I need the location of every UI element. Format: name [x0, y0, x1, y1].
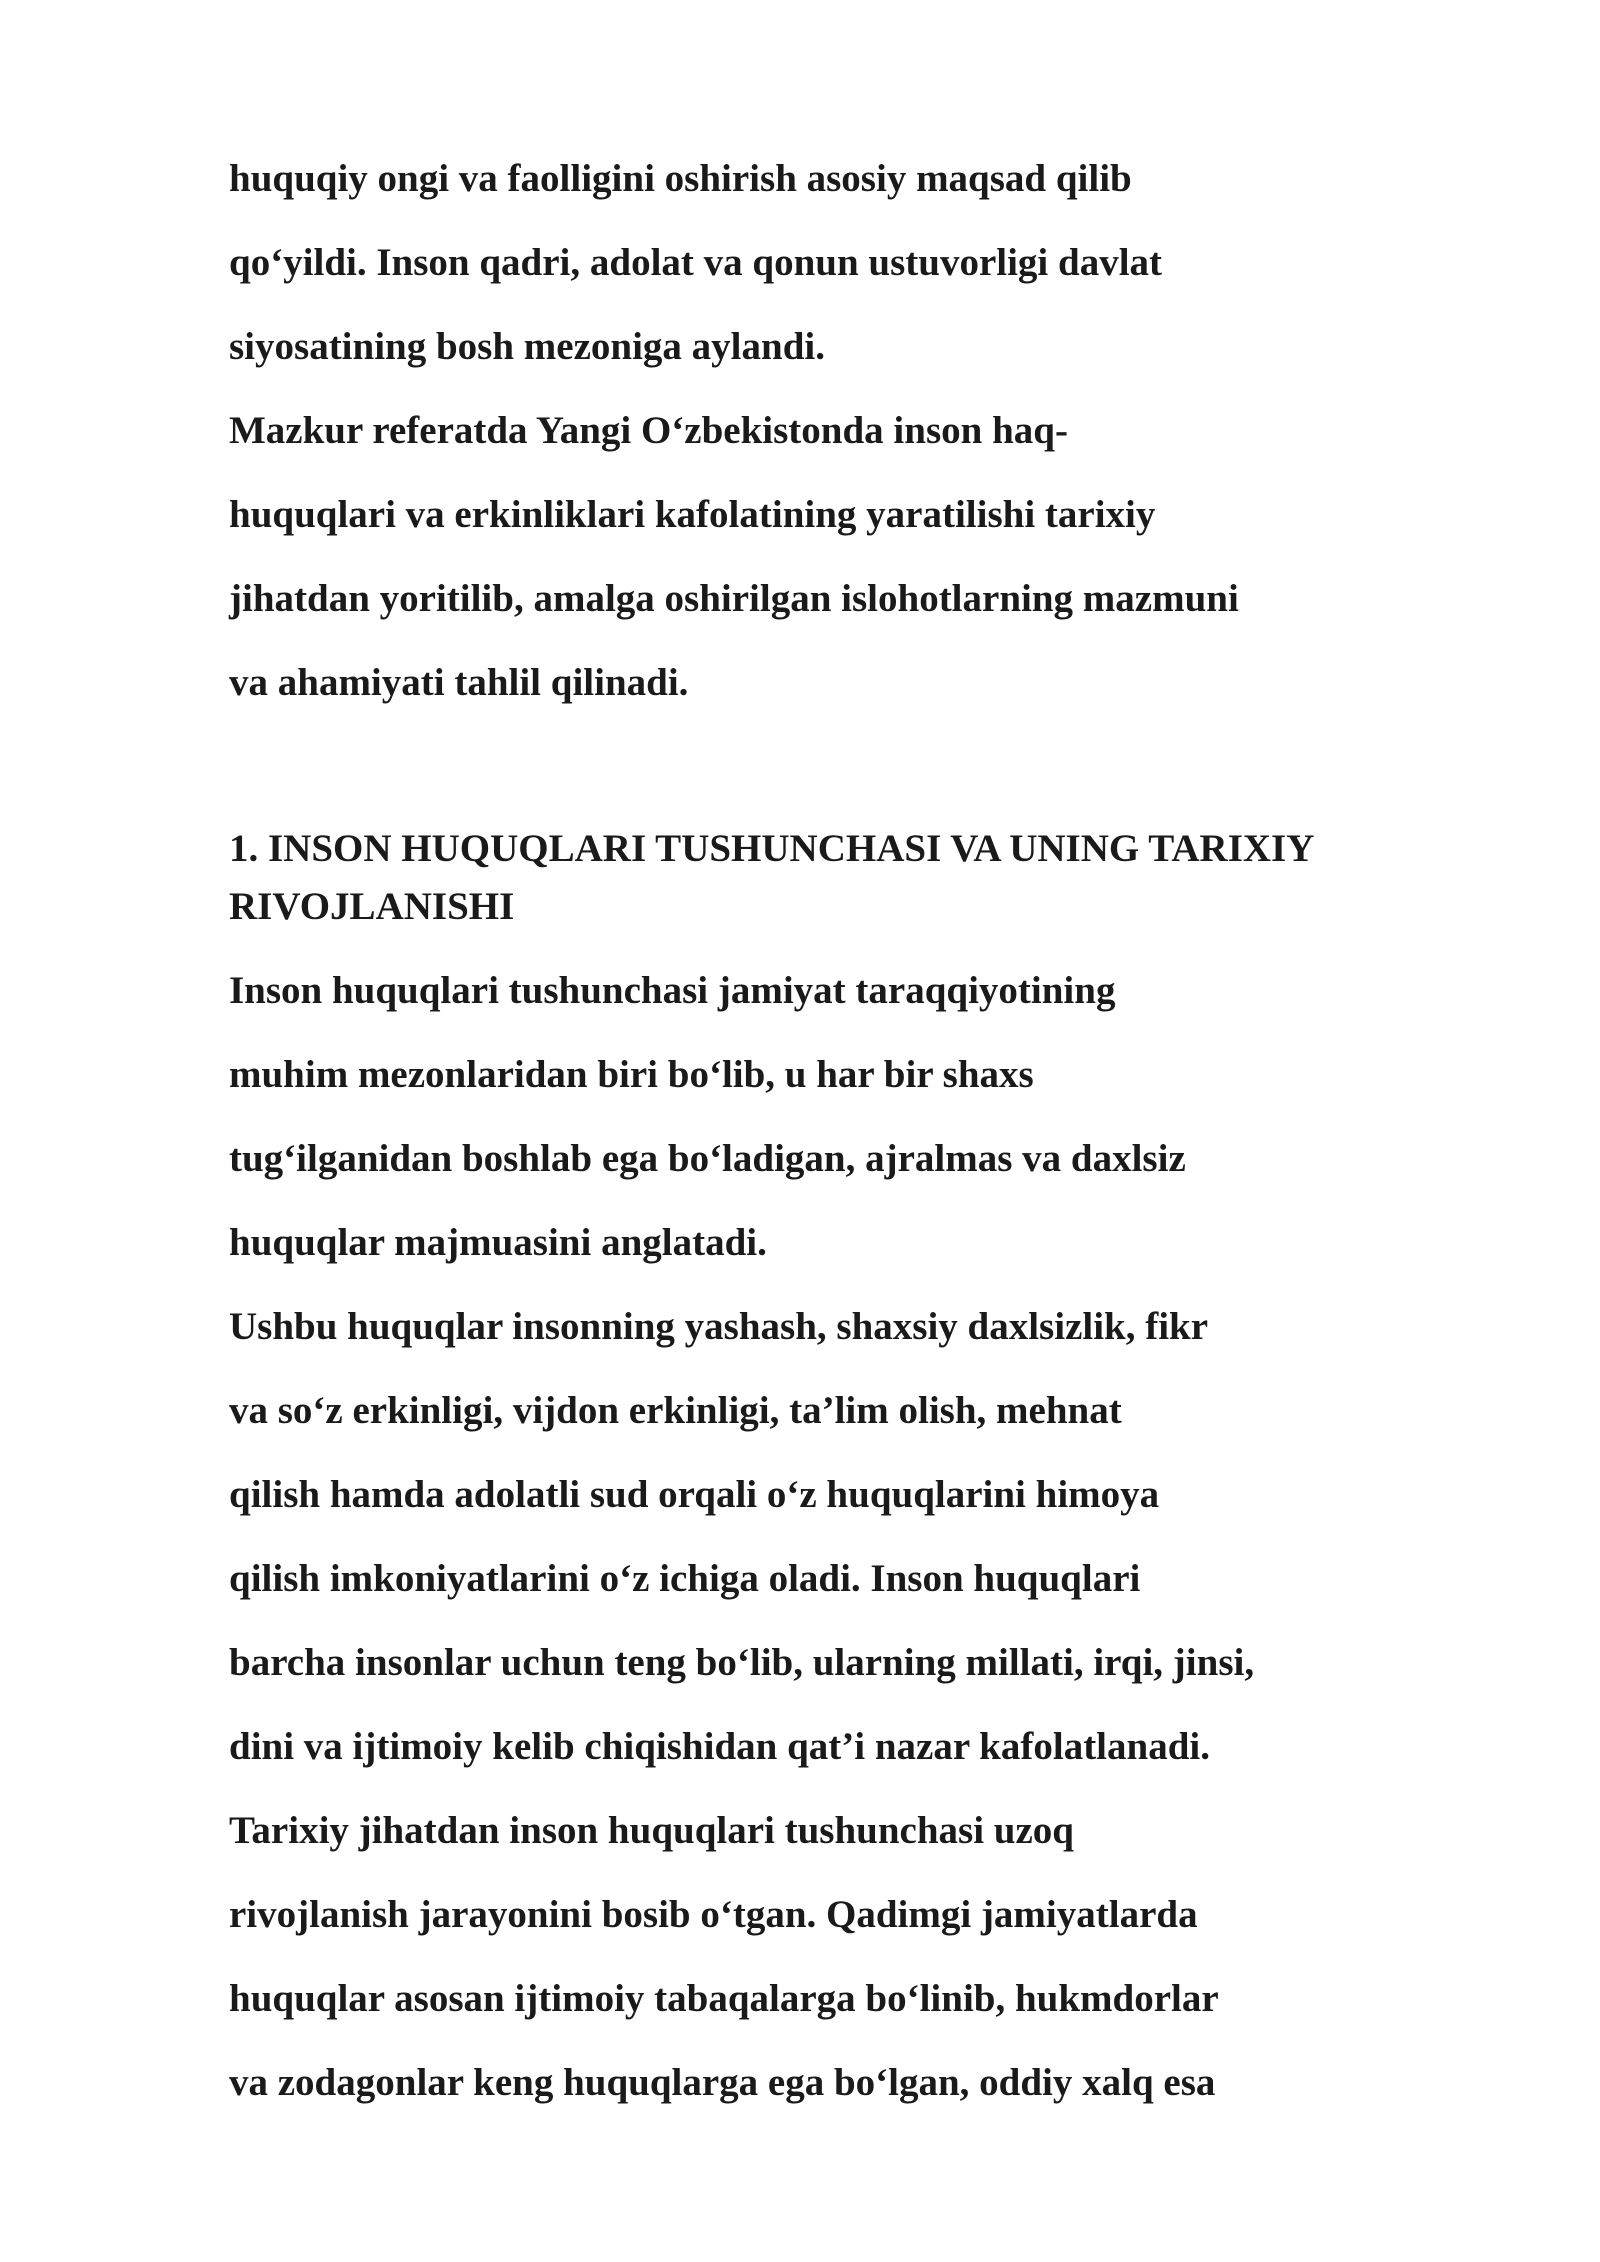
body-line: dini va ijtimoiy kelib chiqishidan qat’i nazar kafolatlanadi. [229, 1725, 1210, 1768]
intro-line: huquqiy ongi va faolligini oshirish asosiy maqsad qilib [229, 157, 1132, 200]
intro-line: jihatdan yoritilib, amalga oshirilgan islohotlarning mazmuni [229, 577, 1239, 620]
body-line: Tarixiy jihatdan inson huquqlari tushunchasi uzoq [229, 1809, 1074, 1852]
body-line: Ushbu huquqlar insonning yashash, shaxsiy daxlsizlik, fikr [229, 1305, 1209, 1348]
body-line: huquqlar majmuasini anglatadi. [229, 1221, 767, 1264]
intro-line: va ahamiyati tahlil qilinadi. [229, 661, 689, 704]
body-line: va zodagonlar keng huquqlarga ega bo‘lgan, oddiy xalq esa [229, 2061, 1216, 2104]
body-line: rivojlanish jarayonini bosib o‘tgan. Qadimgi jamiyatlarda [229, 1893, 1198, 1936]
body-line: qilish imkoniyatlarini o‘z ichiga oladi. Inson huquqlari [229, 1557, 1141, 1600]
body-line: qilish hamda adolatli sud orqali o‘z huquqlarini himoya [229, 1473, 1160, 1516]
body-line: tug‘ilganidan boshlab ega bo‘ladigan, ajralmas va daxlsiz [229, 1137, 1186, 1180]
body-line: muhim mezonlaridan biri bo‘lib, u har bir shaxs [229, 1053, 1034, 1096]
intro-line: Mazkur referatda Yangi O‘zbekistonda inson haq- [229, 409, 1068, 452]
intro-line: siyosatining bosh mezoniga aylandi. [229, 325, 825, 368]
intro-line: huquqlari va erkinliklari kafolatining yaratilishi tarixiy [229, 493, 1156, 536]
intro-line: qo‘yildi. Inson qadri, adolat va qonun ustuvorligi davlat [229, 241, 1163, 284]
body-line: huquqlar asosan ijtimoiy tabaqalarga bo‘linib, hukmdorlar [229, 1977, 1219, 2020]
body-line: Inson huquqlari tushunchasi jamiyat taraqqiyotining [229, 969, 1116, 1012]
body-line: va so‘z erkinligi, vijdon erkinligi, ta’lim olish, mehnat [229, 1389, 1122, 1432]
section-heading-line: RIVOJLANISHI [229, 885, 515, 928]
section-heading-line: 1. INSON HUQUQLARI TUSHUNCHASI VA UNING TARIXIY [229, 827, 1315, 870]
body-line: barcha insonlar uchun teng bo‘lib, ularning millati, irqi, jinsi, [229, 1641, 1255, 1684]
